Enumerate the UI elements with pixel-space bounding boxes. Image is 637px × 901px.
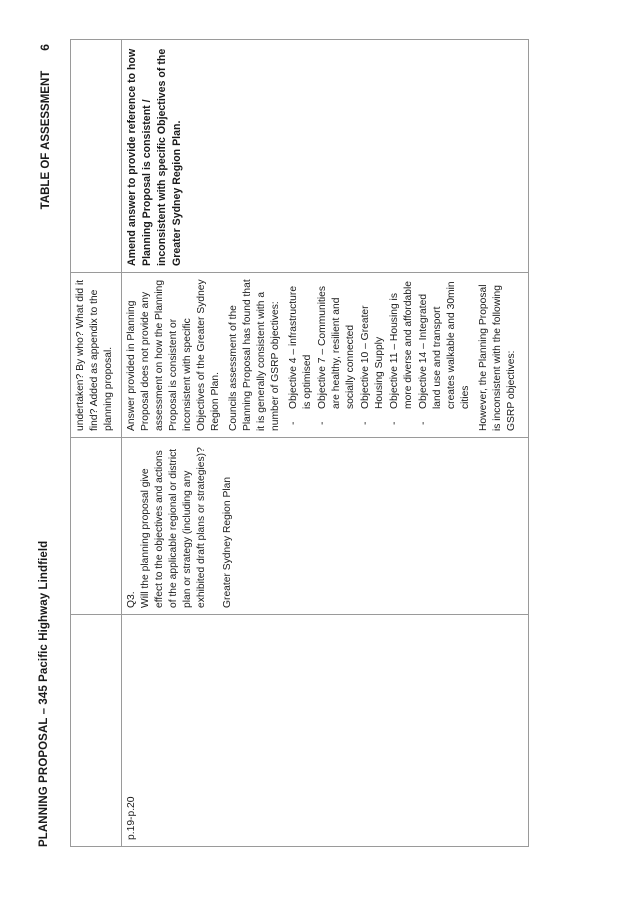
objectives-list xyxy=(287,279,473,431)
table-row xyxy=(122,40,529,847)
question-id: Q3. xyxy=(126,591,137,608)
section-title: TABLE OF ASSESSMENT xyxy=(40,70,52,210)
action-cell-empty xyxy=(71,40,122,273)
response-paragraph: Councils assessment of the Planning Proposal has found that it is generally consistent with a number of GSRP objectives: xyxy=(228,279,281,431)
response-cell xyxy=(122,273,529,438)
response-paragraph: Answer provided in Planning Proposal does not provide any assessment on how the Planning Proposal is consistent or inconsistent with specific Objectives of the Greater Sydney Region Plan. xyxy=(126,279,221,431)
question-text: Will the planning proposal give effect to the objectives and actions of the applicable regional or district plan or strategy (including any exhibited draft plans or strategies)? xyxy=(140,447,207,608)
section-header xyxy=(38,44,52,209)
reference-cell xyxy=(122,615,529,847)
page-number: 6 xyxy=(38,44,52,51)
list-item: - Objective 7 – Communities are healthy, resilient and socially connected xyxy=(317,285,356,425)
reference-cell-empty xyxy=(71,615,122,847)
list-item: - Objective 11 – Housing is more diverse and affordable xyxy=(389,280,414,425)
action-cell xyxy=(122,40,529,273)
table-row xyxy=(71,40,122,847)
assessment-table xyxy=(70,39,529,847)
page-reference: p.19-p.20 xyxy=(126,796,137,840)
list-item: - Objective 14 – Integrated land use and transport creates walkable and 30min cities xyxy=(418,281,471,425)
list-item: - Objective 10 – Greater Housing Supply xyxy=(360,305,385,425)
question-plan: Greater Sydney Region Plan xyxy=(222,476,233,608)
response-cell-continued xyxy=(71,273,122,438)
question-cell-empty xyxy=(71,438,122,615)
document-title: PLANNING PROPOSAL – 345 Pacific Highway Lindfield xyxy=(38,540,50,847)
question-cell xyxy=(122,438,529,615)
action-text: Amend answer to provide reference to how Planning Proposal is consistent / inconsistent with specific Objectives of the Greater Sydney Region Plan. xyxy=(126,48,184,266)
response-paragraph: However, the Planning Proposal is inconsistent with the following GSRP objectives: xyxy=(478,284,517,431)
response-continuation: undertaken? By who? What did it find? Added as appendix to the planning proposal. xyxy=(75,279,114,431)
list-item: - Objective 4 – infrastructure is optimised xyxy=(288,285,313,425)
